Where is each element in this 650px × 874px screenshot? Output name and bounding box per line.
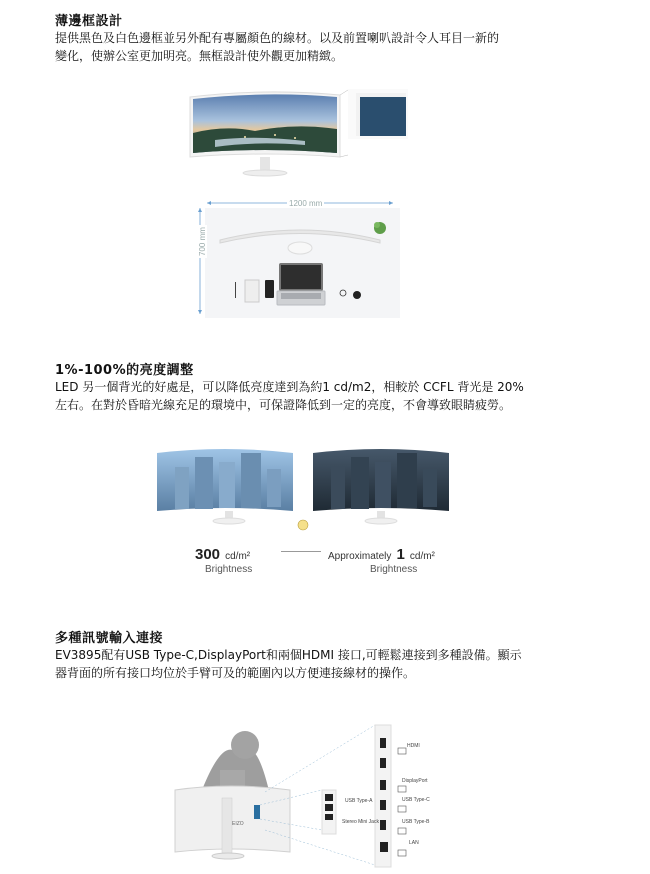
- brand-logo: EIZO: [232, 821, 244, 827]
- brightness-max-sub: Brightness: [205, 564, 253, 575]
- connectivity-illustration: [170, 720, 440, 870]
- port-label-usb-a: USB Type-A: [345, 798, 373, 804]
- port-label-displayport: DisplayPort: [402, 778, 428, 784]
- section-title-brightness: 1%-100%的亮度調整: [55, 363, 194, 378]
- brightness-max-value: 300: [195, 546, 221, 563]
- brightness-min-sub: Brightness: [370, 564, 418, 575]
- body-line: EV3895配有USB Type-C,DisplayPort和兩個HDMI 接口,可輕鬆連接到多種設備。顯示: [55, 648, 522, 662]
- body-line: 提供黑色及白色邊框並另外配有專屬顏色的線材。以及前置喇叭設計令人耳目一新的: [55, 31, 500, 45]
- section-title-connectivity: 多種訊號輸入連接: [55, 631, 164, 646]
- brightness-comparison-image: [155, 447, 455, 532]
- brightness-min-value: 1: [396, 546, 405, 563]
- port-label-hdmi: HDMI: [407, 743, 420, 749]
- width-dimension-label: 1200 mm: [289, 199, 323, 208]
- port-label-usb-b: USB Type-B: [402, 819, 430, 825]
- brightness-max-label: [195, 544, 250, 563]
- body-line: LED 另一個背光的好處是，可以降低亮度達到為約1 cd/m2，相較於 CCFL 背光是 20%: [55, 380, 524, 394]
- body-line: 左右。在對於昏暗光線充足的環境中，可保證降低到一定的亮度，不會導致眼睛疲勞。: [55, 398, 512, 412]
- brightness-min-unit: cd/m²: [409, 551, 435, 562]
- body-line: 變化，使辦公室更加明亮。無框設計使外觀更加精緻。: [55, 49, 344, 63]
- section-title-bezel: 薄邊框設計: [55, 14, 123, 29]
- section-body-connectivity: [55, 646, 595, 682]
- port-label-mini-jack: Stereo Mini Jack: [342, 819, 379, 825]
- curved-monitor-image: [185, 85, 415, 180]
- body-line: 器背面的所有接口均位於手臂可及的範圍內以方便連接線材的操作。: [55, 666, 416, 680]
- port-label-usb-c: USB Type-C: [402, 797, 430, 803]
- section-body-bezel: [55, 29, 595, 65]
- depth-dimension-label: 700 mm: [198, 227, 207, 256]
- port-label-lan: LAN: [409, 840, 419, 846]
- brightness-max-unit: cd/m²: [225, 551, 251, 562]
- desk-top-view-image: [195, 198, 405, 320]
- brightness-min-label: [328, 544, 435, 563]
- section-body-brightness: [55, 378, 595, 414]
- approx-prefix: Approximately: [328, 551, 392, 562]
- double-arrow: [281, 551, 321, 552]
